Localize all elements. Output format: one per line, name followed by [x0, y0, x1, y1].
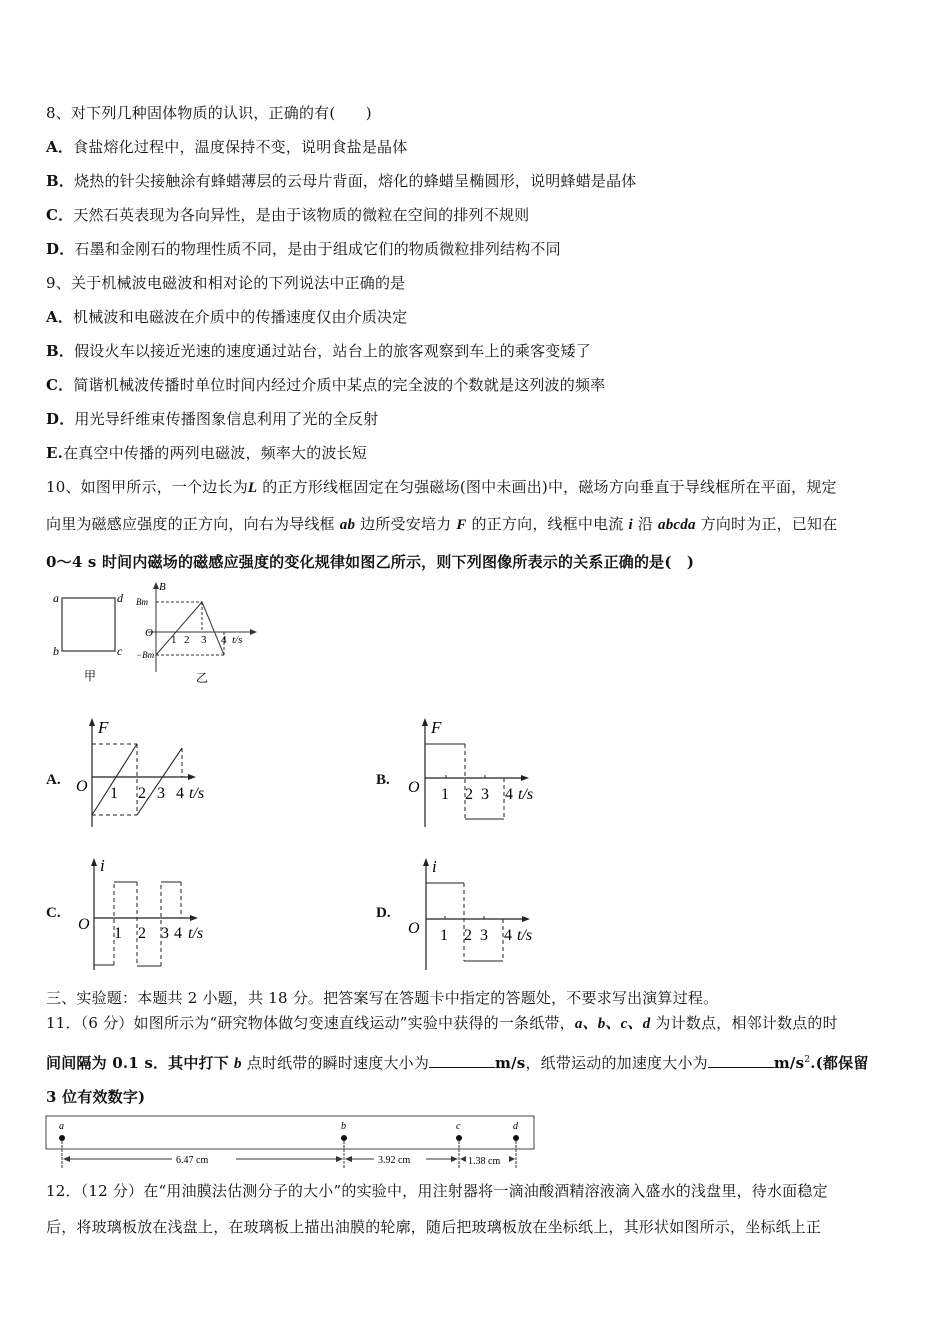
tick-3: 3 — [161, 925, 169, 942]
q10-option-b-label: B. — [376, 772, 390, 788]
tick-1: 1 — [441, 786, 449, 803]
x-axis-label: t/s — [232, 634, 243, 646]
option-label: A． — [46, 308, 74, 326]
tick-1: 1 — [440, 927, 448, 944]
option-label: A． — [46, 138, 74, 156]
q8-option-a — [46, 137, 407, 157]
tick-4: 4 — [176, 785, 184, 802]
y-axis-label: F — [431, 718, 442, 737]
option-label: D． — [46, 240, 75, 258]
y-axis-label: F — [98, 718, 109, 737]
option-label: C． — [46, 206, 74, 224]
option-label: D． — [46, 410, 75, 428]
text: 的正方形线框固定在匀强磁场(图中未画出)中，磁场方向垂直于导线框所在平面，规定 — [262, 478, 837, 496]
unit-m-s: m/s — [495, 1054, 526, 1072]
distance-bc: 3.92 cm — [378, 1155, 411, 1166]
text: 间间隔为 0.1 s．其中打下 — [46, 1054, 229, 1072]
corner-b: b — [53, 644, 59, 658]
tick-3: 3 — [481, 786, 489, 803]
y-neg-label: −Bm — [136, 650, 155, 660]
x-axis-label: t/s — [188, 925, 204, 942]
text: 为计数点，相邻计数点的时 — [655, 1014, 838, 1032]
caption-jia: 甲 — [84, 669, 97, 683]
option-text: 食盐熔化过程中，温度保持不变，说明食盐是晶体 — [73, 138, 408, 156]
q10-option-c-graph — [72, 855, 232, 973]
q10-option-a-label: A. — [46, 772, 61, 788]
option-label: E. — [46, 444, 64, 462]
y-axis-label: i — [100, 856, 105, 875]
figure-yi-B-t-graph — [136, 580, 266, 690]
option-label: B． — [46, 172, 75, 190]
origin-label: O — [408, 920, 420, 937]
x-axis-label: t/s — [518, 786, 534, 803]
origin-label: O — [408, 779, 420, 796]
q12-line1: 12．（12 分）在“用油膜法估测分子的大小”的实验中，用注射器将一滴油酸酒精溶液滴入盛水的浅盘里，待水面稳定 — [46, 1182, 828, 1200]
option-text: 机械波和电磁波在介质中的传播速度仅由介质决定 — [73, 308, 408, 326]
tick-2: 2 — [465, 786, 473, 803]
text: 10、如图甲所示，一个边长为 — [46, 478, 248, 496]
q10-option-a-graph — [72, 715, 232, 830]
origin-label: O — [145, 627, 153, 639]
text: 边所受安培力 — [360, 515, 452, 533]
distance-cd: 1.38 cm — [468, 1156, 501, 1167]
y-axis-label: B — [159, 581, 166, 593]
q12-line2: 后，将玻璃板放在浅盘上，在玻璃板上描出油膜的轮廓，随后把玻璃板放在坐标纸上，其形状如图所示，坐标纸上正 — [46, 1218, 822, 1236]
section3-heading: 三、实验题：本题共 2 小题，共 18 分。把答案写在答题卡中指定的答题处，不要求写出演算过程。 — [46, 989, 719, 1007]
tick-3: 3 — [480, 927, 488, 944]
q10-option-b-graph — [402, 715, 562, 830]
tick-2: 2 — [464, 927, 472, 944]
q9-option-e — [46, 443, 367, 463]
text: ，纸带运动的加速度大小为 — [525, 1054, 708, 1072]
q9-stem: 9、关于机械波电磁波和相对论的下列说法中正确的是 — [46, 274, 406, 292]
corner-d: d — [117, 591, 123, 605]
option-text: 天然石英表现为各向异性，是由于该物质的微粒在空间的排列不规则 — [73, 206, 530, 224]
caption-yi: 乙 — [196, 671, 209, 685]
var-ab: ab — [339, 517, 356, 533]
paper-tape-figure — [44, 1114, 539, 1170]
point-d: d — [513, 1121, 518, 1132]
tick-3: 3 — [201, 634, 207, 646]
text: 的正方向，线框中电流 — [471, 515, 624, 533]
var-L: L — [247, 480, 258, 496]
option-text: 石墨和金刚石的物理性质不同，是由于组成它们的物质微粒排列结构不同 — [74, 240, 561, 258]
answer-blank-acceleration[interactable] — [708, 1053, 774, 1068]
q11-line2 — [46, 1050, 869, 1074]
text: .(都保留 — [810, 1054, 869, 1072]
distance-ab: 6.47 cm — [176, 1155, 209, 1166]
tick-2: 2 — [138, 925, 146, 942]
figure-jia-square-loop — [46, 585, 136, 685]
unit-m-s2: m/s — [773, 1054, 805, 1072]
tick-1: 1 — [110, 785, 118, 802]
option-label: B． — [46, 342, 75, 360]
tick-2: 2 — [138, 785, 146, 802]
text: 向里为磁感应强度的正方向，向右为导线框 — [46, 515, 335, 533]
origin-label: O — [76, 778, 88, 795]
var-b: b — [233, 1056, 242, 1072]
q9-option-c — [46, 375, 605, 395]
point-b: b — [341, 1121, 346, 1132]
q8-stem: 8、对下列几种固体物质的认识，正确的有( ) — [46, 104, 372, 122]
tick-4: 4 — [174, 925, 182, 942]
var-i: i — [628, 517, 633, 533]
option-label: C． — [46, 376, 74, 394]
answer-blank-velocity[interactable] — [429, 1053, 495, 1068]
q11-line3: 3 位有效数字) — [46, 1088, 146, 1106]
q10-option-d-graph — [402, 855, 562, 973]
x-axis-label: t/s — [189, 785, 205, 802]
q10-stem-line1 — [46, 477, 837, 498]
tick-1: 1 — [114, 925, 122, 942]
var-F: F — [456, 517, 467, 533]
option-text: 烧热的针尖接触涂有蜂蜡薄层的云母片背面，熔化的蜂蜡呈椭圆形，说明蜂蜡是晶体 — [74, 172, 637, 190]
y-axis-label: i — [432, 857, 437, 876]
q9-option-d — [46, 409, 378, 429]
q9-option-a — [46, 307, 407, 327]
tick-2: 2 — [184, 634, 190, 646]
q8-option-d — [46, 239, 561, 259]
y-pos-label: Bm — [136, 597, 148, 607]
option-text: 简谐机械波传播时单位时间内经过介质中某点的完全波的个数就是这列波的频率 — [73, 376, 606, 394]
option-text: 用光导纤维束传播图象信息利用了光的全反射 — [74, 410, 379, 428]
origin-label: O — [78, 916, 90, 933]
tick-4: 4 — [504, 927, 512, 944]
points-label: a、b、c、d — [574, 1016, 651, 1032]
text: 沿 — [637, 515, 654, 533]
q9-option-b — [46, 341, 591, 361]
tick-4: 4 — [505, 786, 513, 803]
var-abcda: abcda — [658, 517, 696, 533]
tick-3: 3 — [157, 785, 165, 802]
text: 方向时为正，已知在 — [700, 515, 838, 533]
q11-line1 — [46, 1013, 838, 1034]
text: 点时纸带的瞬时速度大小为 — [246, 1054, 430, 1072]
tick-1: 1 — [171, 634, 177, 646]
q10-option-d-label: D. — [376, 905, 391, 921]
unit-superscript: 2 — [804, 1055, 811, 1065]
x-axis-label: t/s — [517, 927, 533, 944]
q8-option-b — [46, 171, 637, 191]
q10-option-c-label: C. — [46, 905, 61, 921]
option-text: 假设火车以接近光速的速度通过站台，站台上的旅客观察到车上的乘客变矮了 — [74, 342, 591, 360]
text: 11．（6 分）如图所示为“研究物体做匀变速直线运动”实验中获得的一条纸带， — [46, 1014, 575, 1032]
q8-option-c — [46, 205, 529, 225]
option-text: 在真空中传播的两列电磁波，频率大的波长短 — [63, 444, 368, 462]
q10-stem-line2 — [46, 514, 837, 535]
point-c: c — [456, 1121, 461, 1132]
point-a: a — [59, 1121, 64, 1132]
corner-c: c — [117, 644, 123, 658]
tick-4: 4 — [221, 634, 227, 646]
corner-a: a — [53, 591, 59, 605]
q10-stem-line3: 0～4 s 时间内磁场的磁感应强度的变化规律如图乙所示，则下列图像所表示的关系正确的是( ) — [46, 553, 695, 571]
